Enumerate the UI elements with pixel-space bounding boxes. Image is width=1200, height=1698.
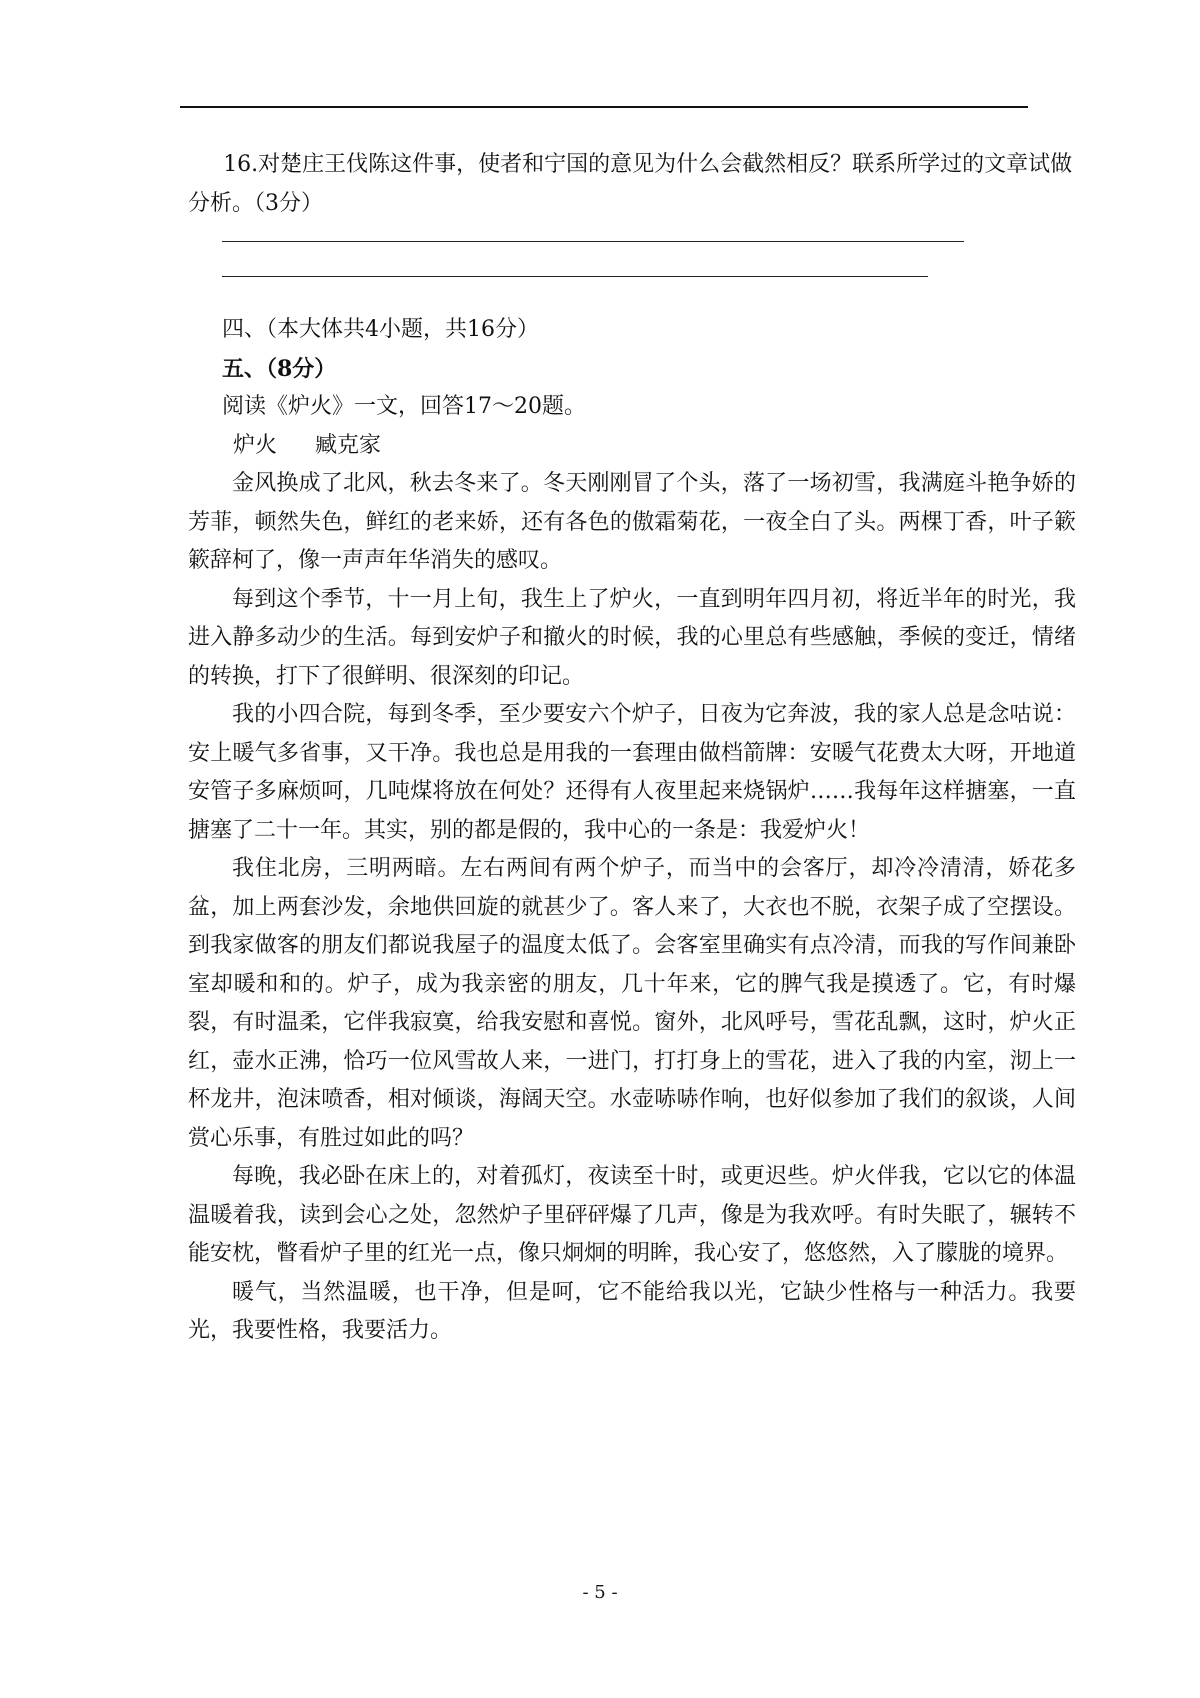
article-paragraph-2: 每到这个季节，十一月上旬，我生上了炉火，一直到明年四月初，将近半年的时光，我进入静多动少的生活。每到安炉子和撤火的时候，我的心里总有些感触，季候的变迁，情绪的转换，打下了很鲜明、很深刻的印记。	[188, 586, 1076, 689]
article-paragraph-1: 金风换成了北风，秋去冬来了。冬天刚刚冒了个头，落了一场初雪，我满庭斗艳争娇的芳菲，顿然失色，鲜红的老来娇，还有各色的傲霜菊花，一夜全白了头。两棵丁香，叶子簌簌辞柯了，像一声声年华消失的感叹。	[188, 471, 1076, 573]
section-4-heading: 四、（本大体共4小题，共16分）	[222, 317, 539, 342]
question-16: 16.对楚庄王伐陈这件事，使者和宁国的意见为什么会截然相反？联系所学过的文章试做分析。（3分）	[188, 152, 1073, 216]
article-paragraph-3: 我的小四合院，每到冬季，至少要安六个炉子，日夜为它奔波，我的家人总是念咕说：安上暖气多省事，又干净。我也总是用我的一套理由做档箭牌：安暖气花费太大呀，开地道安管子多麻烦呵，几吨煤将放在何处？还得有人夜里起来烧锅炉……我每年这样搪塞，一直搪塞了二十一年。其实，别的都是假的，我中心的一条是：我爱炉火！	[188, 702, 1076, 843]
article-title-line	[188, 427, 1076, 466]
answer-line-2[interactable]	[222, 276, 928, 277]
article-title: 炉火	[233, 432, 278, 458]
answer-line-1[interactable]	[222, 241, 964, 242]
answer-lines	[188, 241, 1076, 277]
page-number: - 5 -	[582, 1582, 618, 1603]
header-rule	[180, 106, 1028, 108]
reading-instruction: 阅读《炉火》一文，回答17～20题。	[222, 394, 586, 419]
article-paragraph-4: 我住北房，三明两暗。左右两间有两个炉子，而当中的会客厅，却冷冷清清，娇花多盆，加上两套沙发，余地供回旋的就甚少了。客人来了，大衣也不脱，衣架子成了空摆设。到我家做客的朋友们都说我屋子的温度太低了。会客室里确实有点冷清，而我的写作间兼卧室却暖和和的。炉子，成为我亲密的朋友，几十年来，它的脾气我是摸透了。它，有时爆裂，有时温柔，它伴我寂寞，给我安慰和喜悦。窗外，北风呼号，雪花乱飘，这时，炉火正红，壶水正沸，恰巧一位风雪故人来，一进门，打打身上的雪花，进入了我的内室，沏上一杯龙井，泡沫喷香，相对倾谈，海阔天空。水壶哧哧作响，也好似参加了我们的叙谈，人间赏心乐事，有胜过如此的吗？	[188, 856, 1076, 1151]
article-author: 臧克家	[315, 432, 382, 458]
page-content	[188, 146, 1076, 1351]
article-paragraph-5: 每晚，我必卧在床上的，对着孤灯，夜读至十时，或更迟些。炉火伴我，它以它的体温温暖着我，读到会心之处，忽然炉子里砰砰爆了几声，像是为我欢呼。有时失眠了，辗转不能安枕，瞥看炉子里的红光一点，像只炯炯的明眸，我心安了，悠悠然，入了朦胧的境界。	[188, 1164, 1076, 1266]
article-paragraph-6: 暖气，当然温暖，也干净，但是呵，它不能给我以光，它缺少性格与一种活力。我要光，我要性格，我要活力。	[188, 1279, 1076, 1343]
section-5-heading: 五、（8分）	[222, 355, 337, 382]
